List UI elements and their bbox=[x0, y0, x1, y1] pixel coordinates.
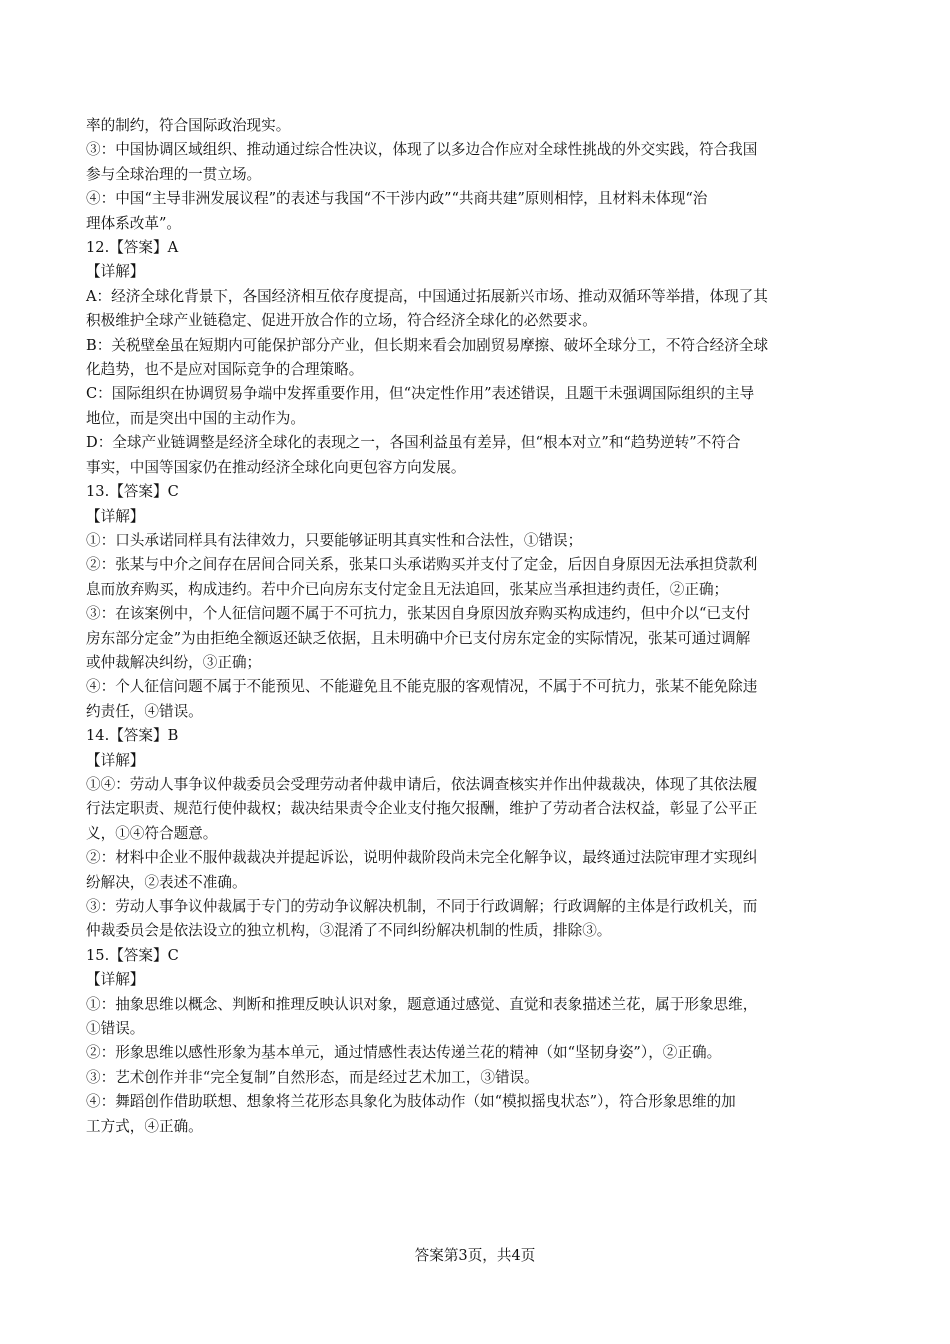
text-line: 地位，而是突出中国的主动作为。 bbox=[86, 409, 305, 427]
text-line: 【详解】 bbox=[86, 751, 145, 769]
text-line: 13.【答案】C bbox=[86, 483, 179, 501]
text-line: ③：中国协调区域组织、推动通过综合性决议，体现了以多边合作应对全球性挑战的外交实践，符合我国 bbox=[86, 141, 758, 159]
text-line: ①错误。 bbox=[86, 1020, 145, 1038]
text-line: 【详解】 bbox=[86, 507, 145, 525]
text-line: 纷解决，②表述不准确。 bbox=[86, 873, 247, 891]
text-line: ④：个人征信问题不属于不能预见、不能避免且不能克服的客观情况，不属于不可抗力，张某不能免除违 bbox=[86, 678, 758, 696]
text-line: 14.【答案】B bbox=[86, 727, 179, 745]
text-line: 15.【答案】C bbox=[86, 946, 179, 964]
text-line: ②：张某与中介之间存在居间合同关系，张某口头承诺购买并支付了定金，后因自身原因无法承担贷款利 bbox=[86, 556, 758, 574]
text-line: ④：中国“主导非洲发展议程”的表述与我国“不干涉内政”“共商共建”原则相悖，且材料未体现“治 bbox=[86, 190, 708, 208]
text-line: 息而放弃购买，构成违约。若中介已向房东支付定金且无法追回，张某应当承担违约责任，②正确； bbox=[86, 580, 729, 598]
text-line: ①④：劳动人事争议仲裁委员会受理劳动者仲裁申请后，依法调查核实并作出仲裁裁决，体现了其依法履 bbox=[86, 775, 758, 793]
text-line: ③：在该案例中，个人征信问题不属于不可抗力，张某因自身原因放弃购买构成违约，但中介以“已支付 bbox=[86, 605, 751, 623]
text-line: 12.【答案】A bbox=[86, 239, 179, 257]
text-line: C：国际组织在协调贸易争端中发挥重要作用，但“决定性作用”表述错误，且题干未强调国际组织的主导 bbox=[86, 385, 755, 403]
text-line: 【详解】 bbox=[86, 971, 145, 989]
text-line: 或仲裁解决纠纷，③正确； bbox=[86, 653, 262, 671]
text-line: 房东部分定金”为由拒绝全额返还缺乏依据，且未明确中介已支付房东定金的实际情况，张某可通过调解 bbox=[86, 629, 751, 647]
text-line: A：经济全球化背景下，各国经济相互依存度提高，中国通过拓展新兴市场、推动双循环等举措，体现了其 bbox=[86, 287, 768, 305]
text-line: D：全球产业链调整是经济全球化的表现之一，各国利益虽有差异，但“根本对立”和“趋势逆转”不符合 bbox=[86, 434, 741, 452]
text-line: 工方式，④正确。 bbox=[86, 1117, 203, 1135]
text-line: 积极维护全球产业链稳定、促进开放合作的立场，符合经济全球化的必然要求。 bbox=[86, 312, 597, 330]
text-line: ②：形象思维以感性形象为基本单元，通过情感性表达传递兰花的精神（如“坚韧身姿”），②正确。 bbox=[86, 1044, 722, 1062]
text-line: 率的制约，符合国际政治现实。 bbox=[86, 117, 291, 134]
text-line: 参与全球治理的一贯立场。 bbox=[86, 165, 262, 183]
text-line: ①：抽象思维以概念、判断和推理反映认识对象，题意通过感觉、直觉和表象描述兰花，属于形象思维， bbox=[86, 995, 758, 1013]
text-line: 事实，中国等国家仍在推动经济全球化向更包容方向发展。 bbox=[86, 458, 466, 476]
text-line: 行法定职责、规范行使仲裁权；裁决结果责令企业支付拖欠报酬，维护了劳动者合法权益，彰显了公平正 bbox=[86, 800, 758, 818]
text-line: ②：材料中企业不服仲裁裁决并提起诉讼，说明仲裁阶段尚未完全化解争议，最终通过法院审理才实现纠 bbox=[86, 849, 758, 867]
text-line: B：关税壁垒虽在短期内可能保护部分产业，但长期来看会加剧贸易摩擦、破坏全球分工，不符合经济全球 bbox=[86, 336, 769, 354]
page-footer: 答案第3页，共4页 bbox=[414, 1247, 536, 1264]
text-line: 仲裁委员会是依法设立的独立机构，③混淆了不同纠纷解决机制的性质，排除③。 bbox=[86, 922, 612, 940]
text-line: ①：口头承诺同样具有法律效力，只要能够证明其真实性和合法性，①错误； bbox=[86, 531, 583, 549]
document-body bbox=[86, 114, 866, 1139]
text-line: 约责任，④错误。 bbox=[86, 702, 203, 720]
text-line: 理体系改革”。 bbox=[86, 214, 182, 232]
text-line: 义，①④符合题意。 bbox=[86, 824, 218, 842]
text-line: ③：劳动人事争议仲裁属于专门的劳动争议解决机制，不同于行政调解；行政调解的主体是行政机关，而 bbox=[86, 898, 758, 915]
text-line: 化趋势，也不是应对国际竞争的合理策略。 bbox=[86, 361, 364, 379]
text-line: ④：舞蹈创作借助联想、想象将兰花形态具象化为肢体动作（如“模拟摇曳状态”），符合形象思维的加 bbox=[86, 1093, 736, 1111]
text-line: ③：艺术创作并非“完全复制”自然形态，而是经过艺术加工，③错误。 bbox=[86, 1068, 539, 1086]
text-line: 【详解】 bbox=[86, 263, 145, 281]
